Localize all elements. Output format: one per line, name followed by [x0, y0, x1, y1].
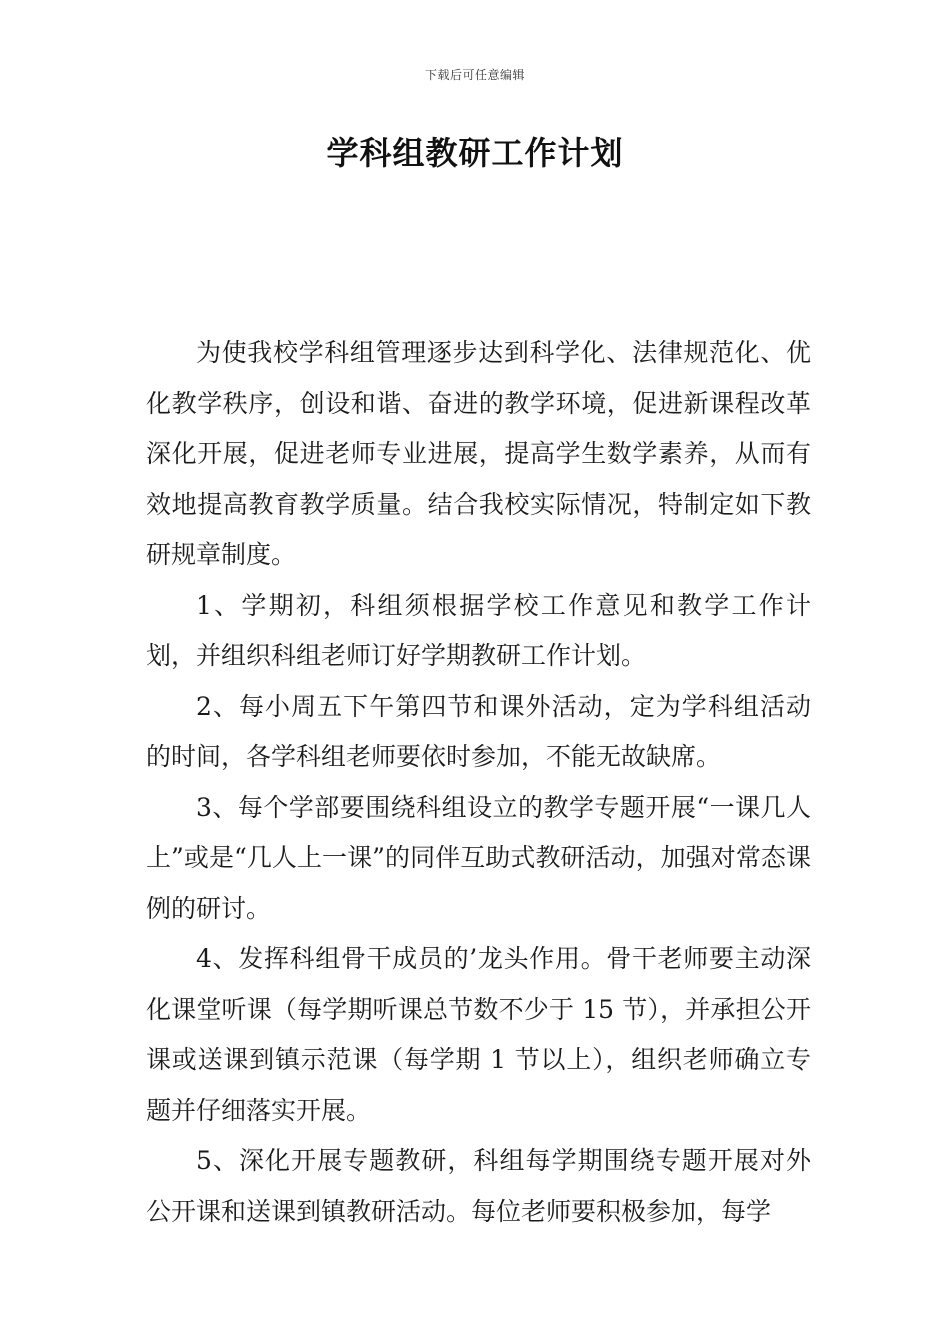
- rule-paragraph-1: 1、学期初，科组须根据学校工作意见和教学工作计划，并组织科组老师订好学期教研工作计划。: [146, 590, 811, 670]
- document-title: 学科组教研工作计划: [326, 134, 624, 172]
- rule-paragraph-3: 3、每个学部要围绕科组设立的教学专题开展“一课几人上”或是“几人上一课”的同伴互助式教研活动，加强对常态课例的研讨。: [146, 792, 811, 923]
- header-note: 下载后可任意编辑: [424, 68, 525, 82]
- rule-paragraph-4: 4、发挥科组骨干成员的’龙头作用。骨干老师要主动深化课堂听课（每学期听课总节数不少于 15 节），并承担公开课或送课到镇示范课（每学期 1 节以上），组织老师确立专题并仔细落实开展。: [146, 944, 811, 1125]
- rule-paragraph-2: 2、每小周五下午第四节和课外活动，定为学科组活动的时间，各学科组老师要依时参加，不能无故缺席。: [146, 691, 811, 771]
- intro-paragraph: 为使我校学科组管理逐步达到科学化、法律规范化、优化教学秩序，创设和谐、奋进的教学环境，促进新课程改革深化开展，促进老师专业进展，提高学生数学素养，从而有效地提高教育教学质量。结合我校实际情况，特制定如下教研规章制度。: [146, 338, 811, 569]
- document-body: [146, 328, 811, 1237]
- rule-paragraph-5: 5、深化开展专题教研，科组每学期围绕专题开展对外公开课和送课到镇教研活动。每位老师要积极参加，每学: [146, 1146, 811, 1226]
